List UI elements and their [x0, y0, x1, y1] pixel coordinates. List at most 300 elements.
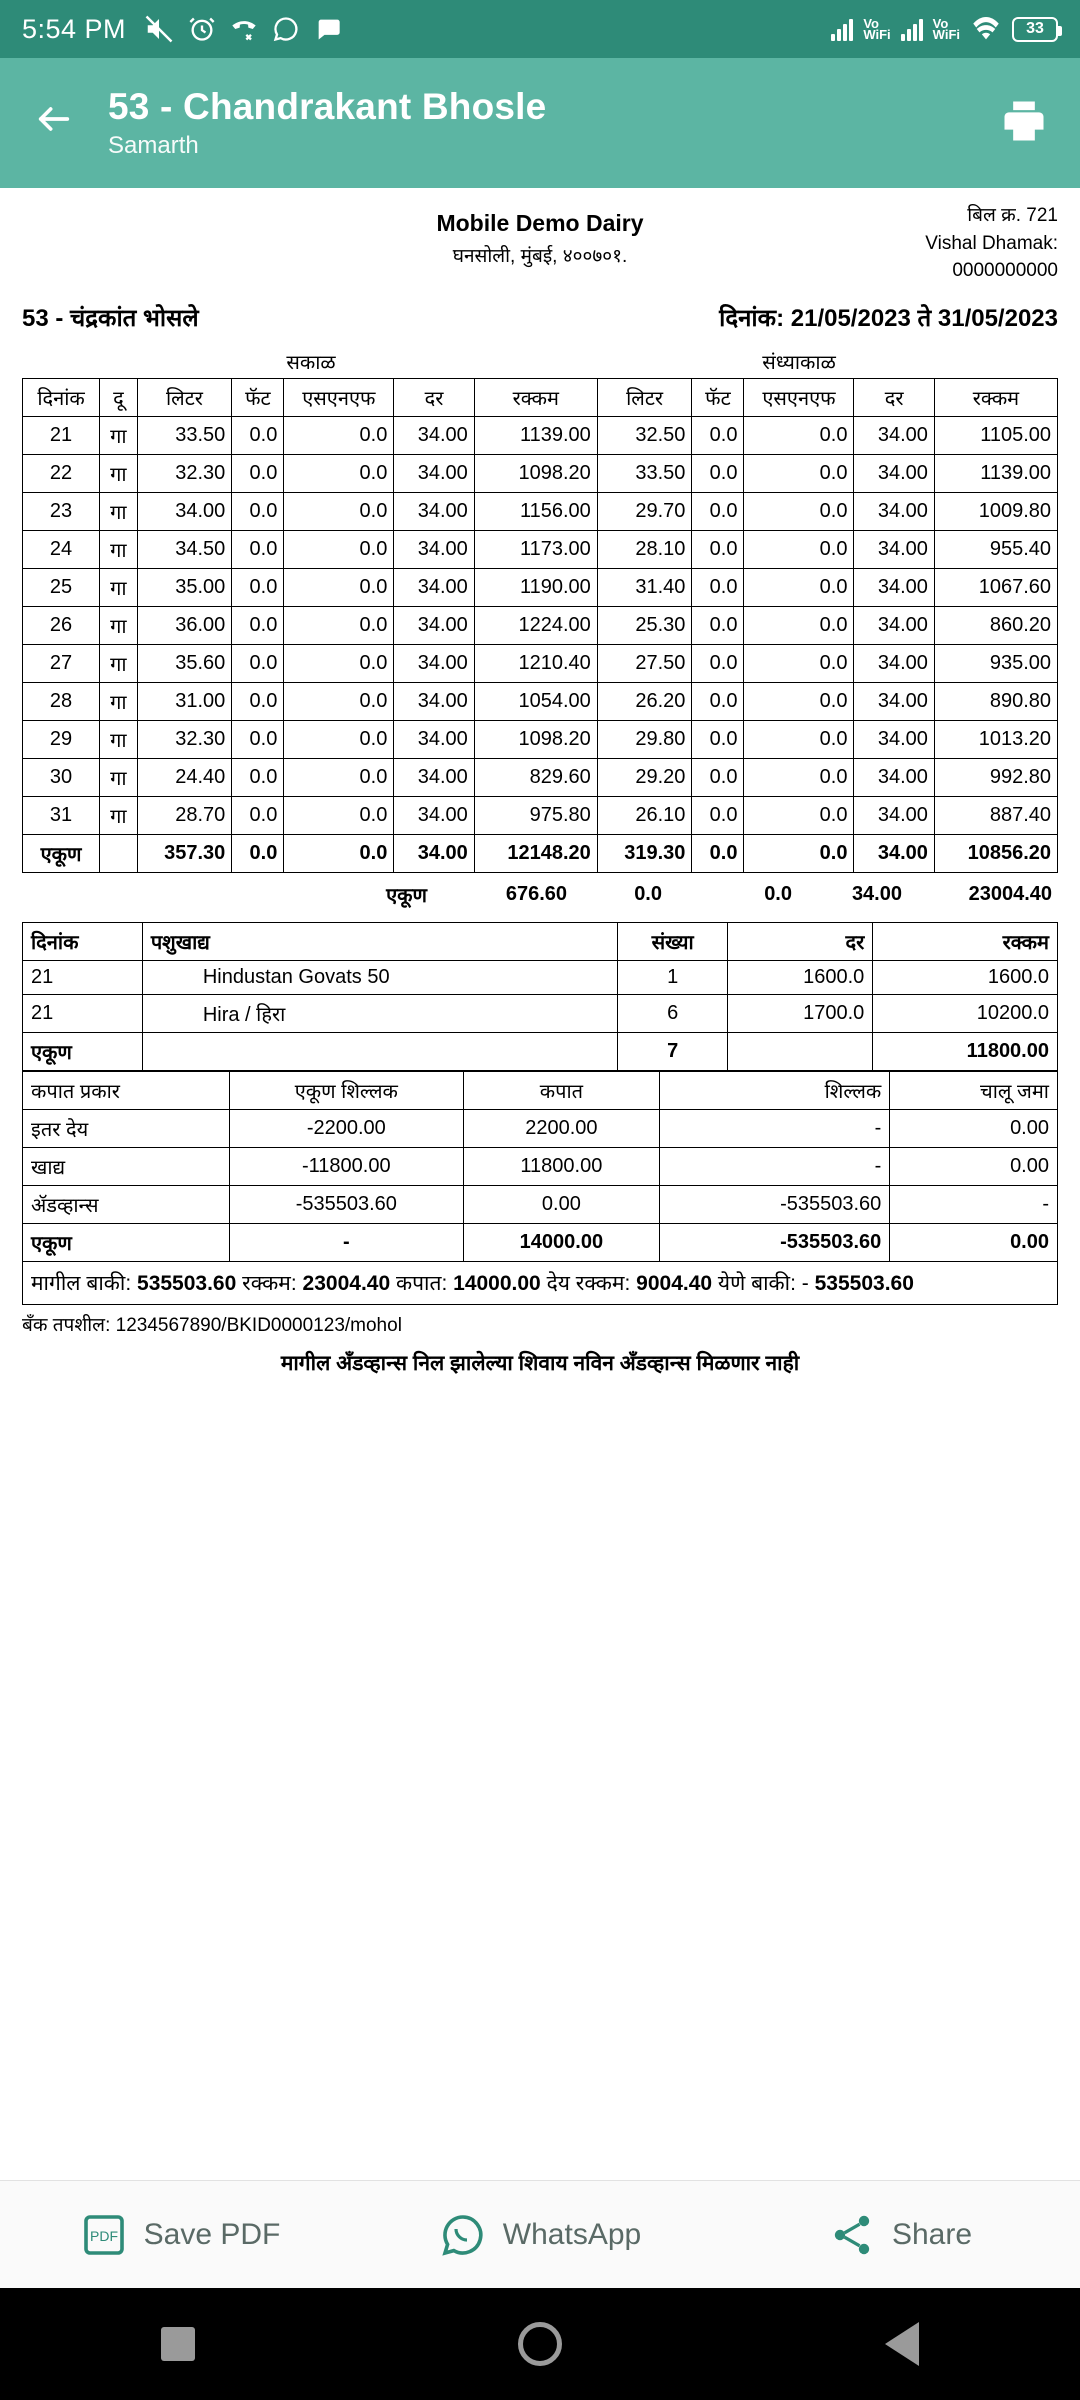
- table-cell: 1139.00: [474, 416, 597, 454]
- deduction-col-header-0: कपात प्रकार: [23, 1071, 230, 1109]
- table-cell: 34.00: [854, 568, 934, 606]
- table-cell: 34.00: [394, 834, 474, 872]
- table-cell: 0.0: [232, 530, 284, 568]
- table-cell: [727, 1032, 872, 1070]
- table-cell: 28.70: [137, 796, 232, 834]
- milk-col-header-6: रक्कम: [474, 378, 597, 416]
- volte-label-top: Vo: [863, 16, 879, 31]
- share-label: Share: [891, 2217, 973, 2251]
- table-cell: 0.0: [692, 644, 744, 682]
- table-cell: 0.0: [284, 530, 394, 568]
- table-cell: 7: [618, 1032, 728, 1070]
- table-cell: -: [659, 1109, 890, 1147]
- table-cell: 24: [23, 530, 100, 568]
- table-cell: 26.20: [597, 682, 692, 720]
- table-row: [23, 492, 1058, 530]
- table-cell: 0.0: [284, 416, 394, 454]
- table-cell: 34.00: [854, 530, 934, 568]
- table-cell: 10200.0: [873, 994, 1058, 1032]
- summary-value-4: 9004.40: [636, 1271, 713, 1295]
- deduction-total-row: [23, 1223, 1058, 1261]
- table-cell: 34.00: [854, 720, 934, 758]
- table-cell: -: [890, 1185, 1058, 1223]
- milk-col-header-7: लिटर: [597, 378, 692, 416]
- whatsapp-label: WhatsApp: [502, 2217, 642, 2251]
- table-cell: खाद्य: [23, 1147, 230, 1185]
- table-cell: एकूण: [23, 1032, 143, 1070]
- table-row: [23, 530, 1058, 568]
- table-cell: -: [659, 1147, 890, 1185]
- table-row: [23, 758, 1058, 796]
- table-cell: -535503.60: [659, 1223, 890, 1261]
- table-cell: 0.0: [284, 492, 394, 530]
- table-cell: 1190.00: [474, 568, 597, 606]
- printer-icon[interactable]: [998, 95, 1050, 152]
- table-cell: 28: [23, 682, 100, 720]
- table-cell: गा: [100, 454, 138, 492]
- milk-table: [22, 378, 1058, 873]
- milk-table-header-row: [23, 378, 1058, 416]
- operator-name: Vishal Dhamak:: [925, 232, 1058, 254]
- milk-col-header-5: दर: [394, 378, 474, 416]
- table-cell: 1173.00: [474, 530, 597, 568]
- summary-value-5: 535503.60: [814, 1271, 914, 1295]
- table-cell: 29.20: [597, 758, 692, 796]
- table-cell: 0.0: [692, 682, 744, 720]
- table-cell: 28.10: [597, 530, 692, 568]
- table-cell: 22: [23, 454, 100, 492]
- table-cell: 33.50: [597, 454, 692, 492]
- table-cell: 357.30: [137, 834, 232, 872]
- table-cell: गा: [100, 568, 138, 606]
- table-cell: 31.00: [137, 682, 232, 720]
- table-cell: 1156.00: [474, 492, 597, 530]
- table-cell: 34.00: [394, 720, 474, 758]
- table-cell: 34.00: [854, 606, 934, 644]
- table-cell: 32.50: [597, 416, 692, 454]
- table-cell: 1009.80: [934, 492, 1057, 530]
- save-pdf-button[interactable]: [0, 2211, 360, 2259]
- table-cell: इतर देय: [23, 1109, 230, 1147]
- table-cell: 29.70: [597, 492, 692, 530]
- whatsapp-icon: [439, 2211, 487, 2259]
- table-cell: 0.0: [692, 606, 744, 644]
- triangle-back-icon[interactable]: [885, 2322, 919, 2366]
- table-cell: 21: [23, 960, 143, 994]
- table-cell: Hindustan Govats 50: [142, 960, 618, 994]
- table-row: [23, 1147, 1058, 1185]
- milk-col-header-3: फॅट: [232, 378, 284, 416]
- table-cell: 0.0: [744, 416, 854, 454]
- table-row: [23, 644, 1058, 682]
- table-cell: 0.0: [232, 416, 284, 454]
- table-cell: -2200.00: [229, 1109, 463, 1147]
- label-morning: सकाळ: [286, 351, 336, 374]
- table-cell: 33.50: [137, 416, 232, 454]
- label-evening: संध्याकाळ: [762, 351, 836, 374]
- table-cell: 29: [23, 720, 100, 758]
- table-cell: 27.50: [597, 644, 692, 682]
- feed-col-header-3: दर: [727, 922, 872, 960]
- table-cell: 1067.60: [934, 568, 1057, 606]
- table-cell: 0.00: [463, 1185, 659, 1223]
- table-cell: 34.00: [854, 644, 934, 682]
- table-row: [23, 1185, 1058, 1223]
- table-cell: 35.00: [137, 568, 232, 606]
- table-cell: 0.0: [692, 492, 744, 530]
- table-cell: 829.60: [474, 758, 597, 796]
- grand-total-cell: 23004.40: [968, 882, 1052, 905]
- customer-row: [22, 301, 1058, 334]
- page-subtitle: Samarth: [108, 132, 199, 159]
- table-row: [23, 568, 1058, 606]
- table-cell: 14000.00: [463, 1223, 659, 1261]
- bill-header: [22, 202, 1058, 285]
- table-cell: 25: [23, 568, 100, 606]
- table-cell: -535503.60: [229, 1185, 463, 1223]
- bank-details: बँक तपशील: 1234567890/BKID0000123/mohol: [22, 1314, 402, 1336]
- table-cell: 34.00: [854, 758, 934, 796]
- feed-table-header-row: [23, 922, 1058, 960]
- table-cell: 1139.00: [934, 454, 1057, 492]
- table-cell: 0.0: [744, 682, 854, 720]
- milk-col-header-0: दिनांक: [23, 378, 100, 416]
- table-cell: 1600.0: [727, 960, 872, 994]
- table-cell: 11800.00: [463, 1147, 659, 1185]
- table-cell: गा: [100, 416, 138, 454]
- table-cell: 0.0: [692, 454, 744, 492]
- milk-total-row: [23, 834, 1058, 872]
- table-cell: गा: [100, 758, 138, 796]
- table-cell: 0.00: [890, 1147, 1058, 1185]
- table-cell: 21: [23, 416, 100, 454]
- table-cell: 34.00: [854, 492, 934, 530]
- table-cell: 23: [23, 492, 100, 530]
- session-labels: [22, 348, 1058, 375]
- summary-label-3: कपात:: [395, 1271, 448, 1295]
- operator-phone: 0000000000: [952, 260, 1058, 282]
- table-cell: 34.00: [137, 492, 232, 530]
- table-cell: 1224.00: [474, 606, 597, 644]
- table-cell: -535503.60: [659, 1185, 890, 1223]
- table-row: [23, 682, 1058, 720]
- back-arrow-icon[interactable]: [30, 99, 78, 147]
- summary-label-4: देय रक्कम:: [546, 1271, 631, 1295]
- grand-total-cell: एकूण: [386, 884, 427, 907]
- table-cell: 34.00: [854, 796, 934, 834]
- table-cell: गा: [100, 606, 138, 644]
- deduction-table: [22, 1071, 1058, 1262]
- table-cell: 992.80: [934, 758, 1057, 796]
- table-cell: 0.0: [744, 796, 854, 834]
- table-cell: 36.00: [137, 606, 232, 644]
- table-cell: 0.0: [744, 834, 854, 872]
- table-cell: 1105.00: [934, 416, 1057, 454]
- whatsapp-icon: [272, 15, 300, 43]
- table-cell: 860.20: [934, 606, 1057, 644]
- table-cell: Hira / हिरा: [142, 994, 618, 1032]
- status-right-icons: [831, 16, 1058, 42]
- table-cell: 34.00: [854, 834, 934, 872]
- table-cell: 24.40: [137, 758, 232, 796]
- table-cell: 11800.00: [873, 1032, 1058, 1070]
- grand-total-cell: 0.0: [764, 882, 792, 905]
- volte-icon-2: [933, 18, 960, 40]
- signal-icon: [831, 17, 853, 41]
- table-cell: 1098.20: [474, 720, 597, 758]
- table-cell: 34.00: [394, 682, 474, 720]
- table-cell: ॲडव्हान्स: [23, 1185, 230, 1223]
- bottom-action-bar: [0, 2180, 1080, 2288]
- table-cell: 0.0: [744, 530, 854, 568]
- dairy-info: [212, 210, 868, 268]
- table-cell: 1700.0: [727, 994, 872, 1032]
- system-nav-bar: [0, 2288, 1080, 2400]
- feed-col-header-1: पशुखाद्य: [142, 922, 618, 960]
- save-pdf-label: Save PDF: [143, 2217, 281, 2251]
- table-cell: गा: [100, 492, 138, 530]
- table-cell: 935.00: [934, 644, 1057, 682]
- table-row: [23, 416, 1058, 454]
- volte-label-bottom-2: WiFi: [932, 27, 960, 42]
- table-cell: 0.0: [744, 644, 854, 682]
- share-icon: [828, 2211, 876, 2259]
- table-cell: 2200.00: [463, 1109, 659, 1147]
- table-cell: गा: [100, 796, 138, 834]
- table-cell: 0.0: [232, 682, 284, 720]
- table-cell: 34.00: [394, 758, 474, 796]
- table-cell: 319.30: [597, 834, 692, 872]
- table-cell: 34.00: [854, 682, 934, 720]
- milk-col-header-2: लिटर: [137, 378, 232, 416]
- table-cell: 1: [618, 960, 728, 994]
- table-cell: 0.0: [744, 454, 854, 492]
- table-cell: 0.0: [284, 834, 394, 872]
- table-cell: 34.00: [394, 568, 474, 606]
- table-cell: 25.30: [597, 606, 692, 644]
- date-range: दिनांक: 21/05/2023 ते 31/05/2023: [719, 304, 1058, 332]
- table-cell: गा: [100, 644, 138, 682]
- feed-table-body: [23, 960, 1058, 1070]
- table-cell: [100, 834, 138, 872]
- table-cell: -: [229, 1223, 463, 1261]
- table-row: [23, 960, 1058, 994]
- table-cell: 32.30: [137, 720, 232, 758]
- table-cell: 31: [23, 796, 100, 834]
- table-cell: 887.40: [934, 796, 1057, 834]
- milk-table-body: [23, 416, 1058, 872]
- signal-icon-2: [901, 17, 923, 41]
- table-cell: 0.0: [692, 568, 744, 606]
- table-row: [23, 454, 1058, 492]
- table-cell: 10856.20: [934, 834, 1057, 872]
- feed-col-header-2: संख्या: [618, 922, 728, 960]
- svg-text:PDF: PDF: [89, 2227, 118, 2244]
- missed-call-icon: [230, 15, 258, 43]
- grand-total-cell: 0.0: [634, 882, 662, 905]
- table-cell: 0.0: [692, 416, 744, 454]
- table-cell: 34.00: [394, 492, 474, 530]
- feed-col-header-4: रक्कम: [873, 922, 1058, 960]
- table-row: [23, 1109, 1058, 1147]
- grand-total-cell: 34.00: [851, 882, 902, 905]
- table-row: [23, 720, 1058, 758]
- bill-container: [0, 188, 1080, 1377]
- mute-icon: [144, 14, 174, 44]
- table-cell: 1600.0: [873, 960, 1058, 994]
- summary-label-1: मागील बाकी:: [31, 1271, 132, 1295]
- share-button[interactable]: [720, 2211, 1080, 2259]
- table-cell: 0.0: [744, 568, 854, 606]
- table-cell: 0.0: [284, 720, 394, 758]
- table-cell: 0.0: [232, 454, 284, 492]
- deduction-col-header-4: चालू जमा: [890, 1071, 1058, 1109]
- table-cell: 0.0: [232, 568, 284, 606]
- app-bar: [0, 58, 1080, 188]
- deduction-col-header-1: एकूण शिल्लक: [229, 1071, 463, 1109]
- milk-col-header-1: दू: [100, 378, 138, 416]
- table-cell: 30: [23, 758, 100, 796]
- table-cell: 0.0: [744, 492, 854, 530]
- table-cell: 34.00: [394, 416, 474, 454]
- bill-number: बिल क्र. 721: [967, 205, 1058, 226]
- milk-col-header-9: एसएनएफ: [744, 378, 854, 416]
- battery-indicator: 33: [1012, 17, 1058, 42]
- table-row: [23, 796, 1058, 834]
- volte-label-top-2: Vo: [932, 16, 949, 31]
- table-cell: 1098.20: [474, 454, 597, 492]
- table-cell: 0.00: [890, 1109, 1058, 1147]
- table-cell: 34.00: [854, 416, 934, 454]
- table-cell: 0.00: [890, 1223, 1058, 1261]
- alarm-icon: [188, 15, 216, 43]
- table-cell: 0.0: [284, 682, 394, 720]
- table-cell: 0.0: [284, 568, 394, 606]
- table-cell: 0.0: [232, 720, 284, 758]
- table-cell: 27: [23, 644, 100, 682]
- app-bar-titles: [108, 86, 546, 160]
- milk-grand-total: [22, 877, 1058, 912]
- table-cell: 1210.40: [474, 644, 597, 682]
- summary-line: [22, 1262, 1058, 1305]
- table-cell: 0.0: [232, 834, 284, 872]
- status-clock: 5:54 PM: [22, 13, 127, 44]
- table-cell: 0.0: [692, 530, 744, 568]
- table-cell: 34.00: [394, 644, 474, 682]
- wifi-icon: [970, 16, 1002, 42]
- bill-meta: [868, 202, 1058, 285]
- summary-label-5: येणे बाकी: -: [717, 1271, 809, 1295]
- table-cell: 890.80: [934, 682, 1057, 720]
- table-cell: 0.0: [232, 758, 284, 796]
- milk-col-header-10: दर: [854, 378, 934, 416]
- square-icon[interactable]: [161, 2327, 195, 2361]
- table-cell: 0.0: [744, 720, 854, 758]
- summary-value-2: 23004.40: [302, 1271, 391, 1295]
- summary-value-3: 14000.00: [453, 1271, 541, 1295]
- dairy-address: घनसोली, मुंबई, ४००७०१.: [452, 246, 628, 267]
- feed-total-row: [23, 1032, 1058, 1070]
- table-cell: 0.0: [232, 796, 284, 834]
- table-cell: 35.60: [137, 644, 232, 682]
- milk-col-header-11: रक्कम: [934, 378, 1057, 416]
- circle-icon[interactable]: [518, 2322, 562, 2366]
- deduction-col-header-2: कपात: [463, 1071, 659, 1109]
- pdf-icon: [80, 2211, 128, 2259]
- deduction-table-header-row: [23, 1071, 1058, 1109]
- table-cell: एकूण: [23, 834, 100, 872]
- table-cell: 0.0: [232, 606, 284, 644]
- table-cell: 0.0: [692, 796, 744, 834]
- table-cell: 0.0: [284, 454, 394, 492]
- table-cell: 0.0: [692, 720, 744, 758]
- summary-value-1: 535503.60: [137, 1271, 237, 1295]
- table-cell: 26.10: [597, 796, 692, 834]
- status-left-icons: [144, 14, 342, 44]
- table-row: [23, 994, 1058, 1032]
- table-row: [23, 606, 1058, 644]
- milk-col-header-4: एसएनएफ: [284, 378, 394, 416]
- customer-name: 53 - चंद्रकांत भोसले: [22, 304, 199, 332]
- table-cell: गा: [100, 682, 138, 720]
- volte-icon: [863, 18, 890, 40]
- status-bar: [0, 0, 1080, 58]
- table-cell: 0.0: [284, 644, 394, 682]
- advance-notice: मागील अँडव्हान्स निल झालेल्या शिवाय नविन अँडव्हान्स मिळणार नाही: [280, 1351, 800, 1375]
- milk-col-header-8: फॅट: [692, 378, 744, 416]
- table-cell: 34.00: [394, 606, 474, 644]
- table-cell: 34.50: [137, 530, 232, 568]
- table-cell: [142, 1032, 618, 1070]
- deduction-col-header-3: शिल्लक: [659, 1071, 890, 1109]
- chat-icon: [314, 15, 342, 43]
- table-cell: 0.0: [284, 758, 394, 796]
- table-cell: 34.00: [394, 454, 474, 492]
- table-cell: 34.00: [854, 454, 934, 492]
- table-cell: गा: [100, 530, 138, 568]
- table-cell: 29.80: [597, 720, 692, 758]
- table-cell: एकूण: [23, 1223, 230, 1261]
- table-cell: 0.0: [744, 606, 854, 644]
- feed-col-header-0: दिनांक: [23, 922, 143, 960]
- table-cell: 6: [618, 994, 728, 1032]
- table-cell: 0.0: [692, 758, 744, 796]
- table-cell: 34.00: [394, 796, 474, 834]
- whatsapp-button[interactable]: [360, 2211, 720, 2259]
- summary-label-2: रक्कम:: [242, 1271, 297, 1295]
- table-cell: 0.0: [232, 492, 284, 530]
- dairy-name: Mobile Demo Dairy: [436, 210, 644, 236]
- table-cell: 0.0: [284, 796, 394, 834]
- table-cell: 0.0: [232, 644, 284, 682]
- table-cell: 21: [23, 994, 143, 1032]
- table-cell: 26: [23, 606, 100, 644]
- table-cell: 0.0: [284, 606, 394, 644]
- table-cell: 975.80: [474, 796, 597, 834]
- table-cell: 955.40: [934, 530, 1057, 568]
- deduction-table-body: [23, 1109, 1058, 1261]
- feed-table: [22, 922, 1058, 1071]
- table-cell: 12148.20: [474, 834, 597, 872]
- table-cell: 1054.00: [474, 682, 597, 720]
- volte-label-bottom: WiFi: [863, 27, 891, 42]
- table-cell: 0.0: [692, 834, 744, 872]
- grand-total-cell: 676.60: [505, 882, 567, 905]
- table-cell: 34.00: [394, 530, 474, 568]
- table-cell: 0.0: [744, 758, 854, 796]
- table-cell: -11800.00: [229, 1147, 463, 1185]
- table-cell: गा: [100, 720, 138, 758]
